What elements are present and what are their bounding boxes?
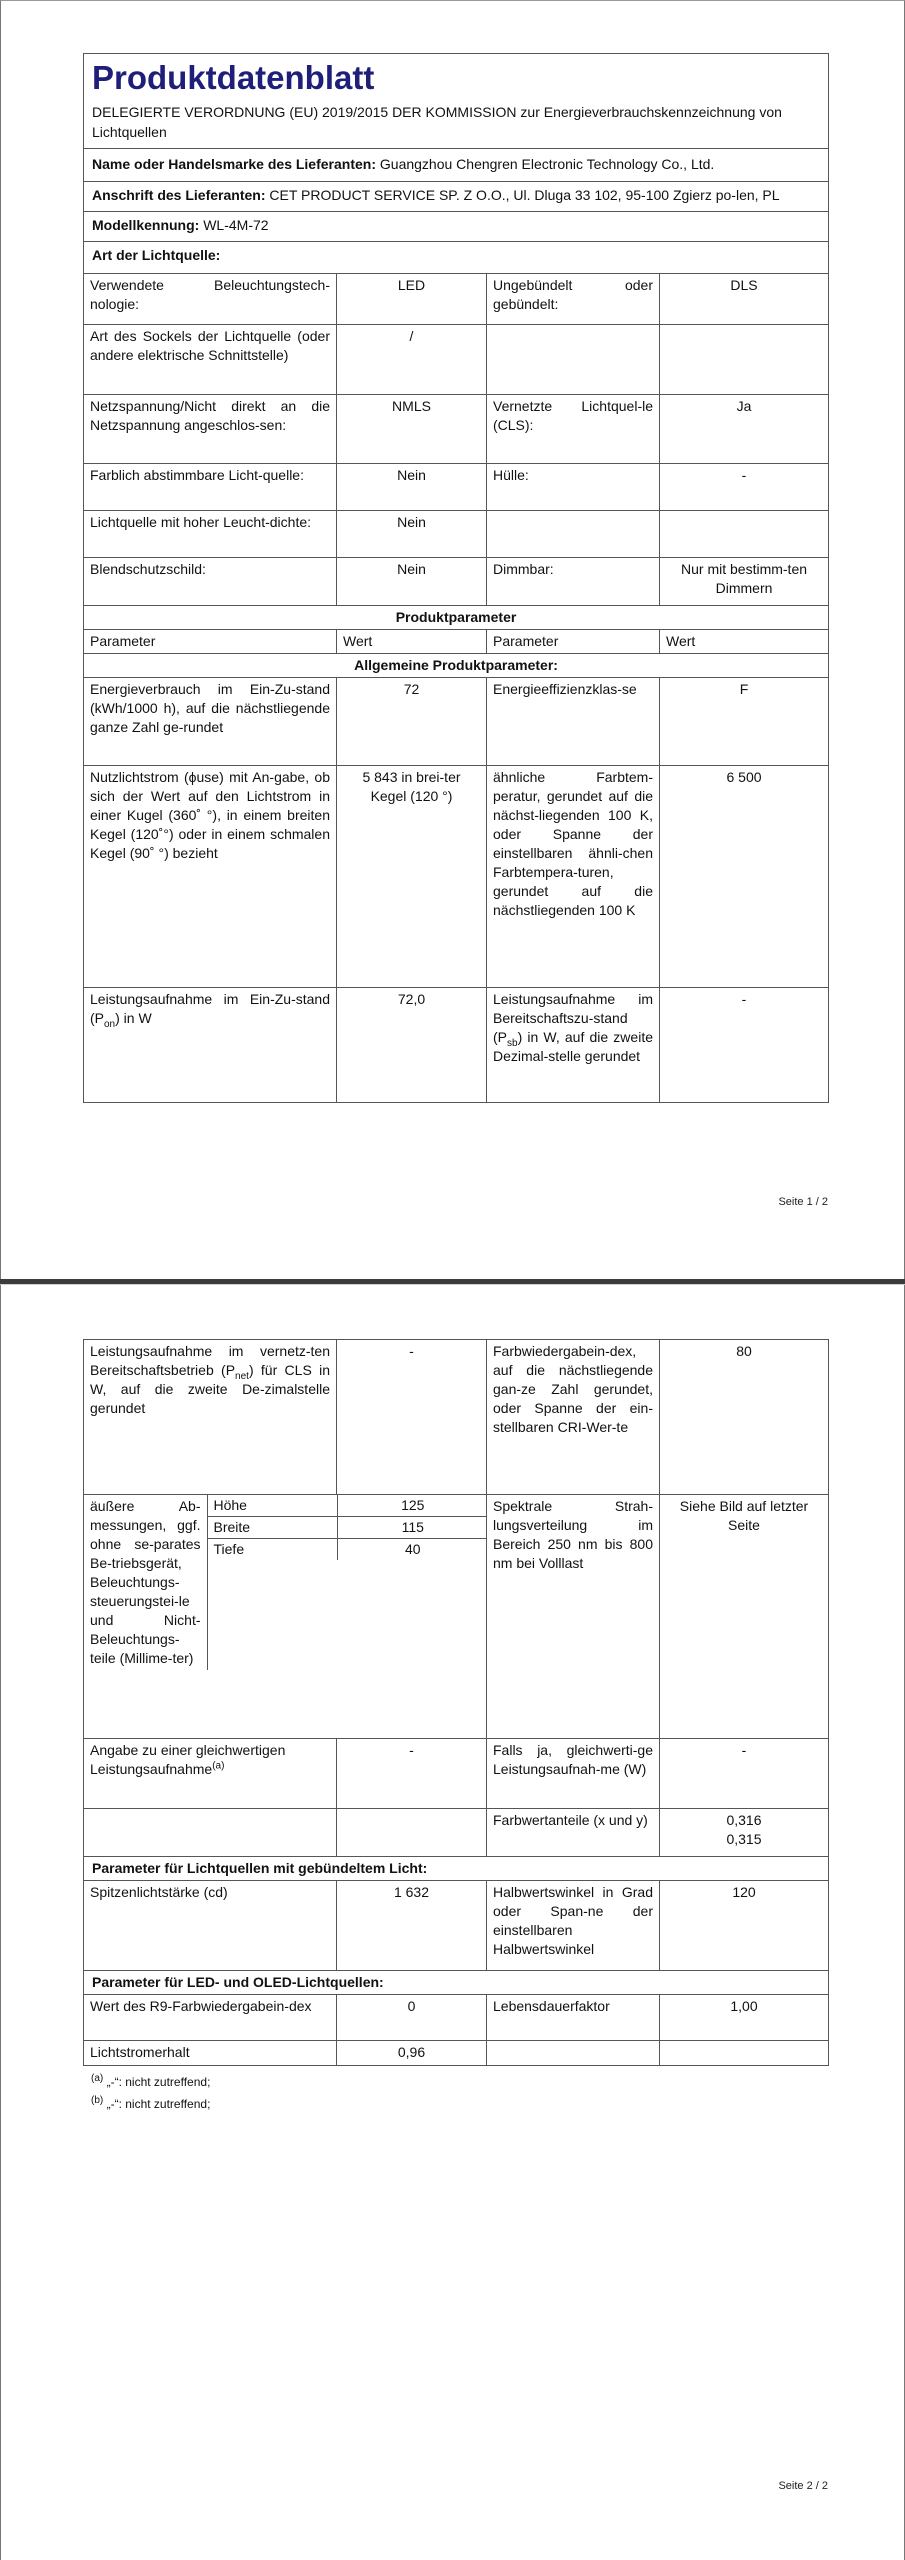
- page-number-2: Seite 2 / 2: [778, 2480, 828, 2492]
- page-2: [0, 1285, 905, 2560]
- beam-angle-value: 120: [660, 1881, 829, 1971]
- standby-power-label-b: ) in W, auf die zweite Dezimal-stelle gerundet: [493, 1029, 653, 1064]
- page-number-1: Seite 1 / 2: [778, 1196, 828, 1208]
- luminance-label: Lichtquelle mit hoher Leucht-dichte:: [84, 511, 337, 558]
- led-parameters-heading: Parameter für LED- und OLED-Lichtquellen:: [84, 1971, 829, 1995]
- general-parameters-heading-row: [84, 654, 829, 678]
- networked-standby-row: [84, 1340, 829, 1495]
- general-parameters-heading: Allgemeine Produktparameter:: [84, 654, 829, 678]
- page-title: Produktdatenblatt: [92, 59, 375, 96]
- dimension-height-value: 125: [338, 1495, 487, 1517]
- technology-value: LED: [337, 274, 487, 325]
- equivalent-power-if-yes-value: -: [660, 1739, 829, 1809]
- supplier-address-label: Anschrift des Lieferanten:: [92, 187, 266, 203]
- on-mode-power-label-a: Leistungsaufnahme im Ein-Zu-stand (P: [90, 991, 330, 1026]
- power-row: [84, 988, 829, 1103]
- product-parameters-heading: Produktparameter: [84, 606, 829, 630]
- beam-angle-label: Halbwertswinkel in Grad oder Span-ne der einstellbaren Halbwertswinkel: [487, 1881, 660, 1971]
- footnote-a-mark: (a): [91, 2073, 104, 2084]
- product-parameters-heading-row: [84, 606, 829, 630]
- dimension-depth-value: 40: [404, 1541, 421, 1557]
- luminance-empty-label: [487, 511, 660, 558]
- model-value: WL-4M-72: [203, 217, 269, 233]
- supplier-name-value: Guangzhou Chengren Electronic Technology Co., Ltd.: [379, 156, 715, 172]
- lightsource-row-mains: [84, 395, 829, 464]
- standby-power-label-sub: sb: [507, 1037, 518, 1049]
- cap-empty-label: [487, 325, 660, 395]
- efficiency-class-value: F: [660, 678, 829, 766]
- lumen-maintenance-empty-2: [660, 2041, 829, 2066]
- column-header-row: [84, 630, 829, 654]
- chromaticity-x: 0,316: [726, 1812, 762, 1828]
- dimensions-label: äußere Ab-messungen, ggf. ohne se-parates Be-triebsgerät, Beleuchtungs-steuerungstei-le und Nicht-Beleuchtungs-teile (Millime-ter): [84, 1495, 207, 1670]
- on-mode-power-label-sub: on: [104, 1018, 116, 1030]
- chromaticity-label: Farbwertanteile (x und y): [487, 1809, 660, 1857]
- dimension-height-row: [208, 1495, 487, 1517]
- equivalent-power-footnote-mark: (a): [212, 1760, 225, 1772]
- tunable-label: Farblich abstimmbare Licht-quelle:: [84, 464, 337, 511]
- dimensions-subtable: [208, 1495, 487, 1560]
- equivalent-power-if-yes-label: Falls ja, gleichwerti-ge Leistungsaufnah-me (W): [487, 1739, 660, 1809]
- chromaticity-empty-1: [84, 1809, 337, 1857]
- dimension-depth-label: Tiefe: [208, 1539, 338, 1561]
- antiglare-value: Nein: [337, 558, 487, 606]
- led-heading-row: [84, 1971, 829, 1995]
- peak-intensity-label: Spitzenlichtstärke (cd): [84, 1881, 337, 1971]
- dimension-depth-row: [208, 1539, 487, 1561]
- lightsource-row-tunable: [84, 464, 829, 511]
- survival-factor-value: 1,00: [660, 1995, 829, 2041]
- on-mode-power-value: 72,0: [337, 988, 487, 1103]
- cap-value: /: [337, 325, 487, 395]
- cri-label: Farbwiedergabein-dex, auf die nächstliegende gan-ze Zahl gerundet, oder Spanne der ein-stellbaren CRI-Wer-te: [487, 1340, 660, 1495]
- networked-standby-value: -: [337, 1340, 487, 1495]
- dimension-width-label: Breite: [208, 1517, 338, 1539]
- peak-intensity-row: [84, 1881, 829, 1971]
- survival-factor-label: Lebensdauerfaktor: [487, 1995, 660, 2041]
- lightsource-row-cap: [84, 325, 829, 395]
- col-header-value: Wert: [337, 630, 487, 654]
- dimensions-values: [207, 1495, 487, 1670]
- product-datasheet-table-2: [83, 1339, 829, 2066]
- regulation-subtitle: DELEGIERTE VERORDNUNG (EU) 2019/2015 DER KOMMISSION zur Energieverbrauchskennzeichnung von Lichtquellen: [92, 104, 782, 140]
- model-row: [84, 212, 829, 242]
- footnote-b-text: „-“: nicht zutreffend;: [106, 2097, 211, 2111]
- supplier-name-label: Name oder Handelsmarke des Lieferanten:: [92, 156, 376, 172]
- lightsource-row-luminance: [84, 511, 829, 558]
- equivalent-power-label: [84, 1739, 337, 1809]
- supplier-address-value: CET PRODUCT SERVICE SP. Z O.O., Ul. Dluga 33 102, 95-100 Zgierz po-len, PL: [269, 187, 780, 203]
- directional-value: [660, 274, 829, 325]
- dimensions-row: [84, 1495, 829, 1739]
- supplier-address-row: [84, 182, 829, 212]
- cls-label: Vernetzte Lichtquel-le (CLS):: [487, 395, 660, 464]
- standby-power-label-a: Leistungsaufnahme im Bereitschaftszu-stand (P: [493, 991, 653, 1045]
- lumen-maintenance-value: 0,96: [337, 2041, 487, 2066]
- col-header-parameter-2: Parameter: [487, 630, 660, 654]
- technology-label: Verwendete Beleuchtungstech-nologie:: [84, 274, 337, 325]
- model-label: Modellkennung:: [92, 217, 200, 233]
- cri-value: 80: [660, 1340, 829, 1495]
- lumen-maintenance-row: [84, 2041, 829, 2066]
- col-header-value-2: Wert: [660, 630, 829, 654]
- cct-value: 6 500: [660, 766, 829, 988]
- cap-empty-value: [660, 325, 829, 395]
- directional-heading-row: [84, 1857, 829, 1881]
- spectral-distribution-label: Spektrale Strah-lungsverteilung im Bereich 250 nm bis 800 nm bei Volllast: [487, 1495, 660, 1739]
- dimensions-layout: [84, 1495, 487, 1670]
- title-row: [84, 54, 829, 149]
- peak-intensity-value: 1 632: [337, 1881, 487, 1971]
- networked-standby-label: [84, 1340, 337, 1495]
- r9-value: 0: [337, 1995, 487, 2041]
- cls-value: Ja: [660, 395, 829, 464]
- mains-label: Netzspannung/Nicht direkt an die Netzspannung angeschlos-sen:: [84, 395, 337, 464]
- energy-row: [84, 678, 829, 766]
- envelope-value: -: [660, 464, 829, 511]
- directional-parameters-heading: Parameter für Lichtquellen mit gebündeltem Licht:: [84, 1857, 829, 1881]
- r9-label: Wert des R9-Farbwiedergabein-dex: [84, 1995, 337, 2041]
- dimension-width-value: 115: [338, 1517, 487, 1539]
- equivalent-power-value: -: [337, 1739, 487, 1809]
- standby-power-value: -: [660, 988, 829, 1103]
- footnote-b: [91, 2096, 210, 2113]
- lumen-maintenance-empty-1: [487, 2041, 660, 2066]
- directional-value-text: DLS: [730, 277, 758, 293]
- dimensions-cell: [84, 1495, 487, 1739]
- footnote-a: [91, 2074, 210, 2091]
- dimmable-label: Dimmbar:: [487, 558, 660, 606]
- lumen-maintenance-label: Lichtstromerhalt: [84, 2041, 337, 2066]
- energy-consumption-value: 72: [337, 678, 487, 766]
- efficiency-class-label: Energieeffizienzklas-se: [487, 678, 660, 766]
- chromaticity-value: [660, 1809, 829, 1857]
- luminance-empty-value: [660, 511, 829, 558]
- lightsource-row-antiglare: [84, 558, 829, 606]
- equivalent-power-row: [84, 1739, 829, 1809]
- equivalent-power-label-text: Angabe zu einer gleichwertigen Leistungsaufnahme: [90, 1742, 286, 1777]
- flux-row: [84, 766, 829, 988]
- directional-label: Ungebündelt oder gebündelt:: [487, 274, 660, 325]
- lightsource-row-technology: [84, 274, 829, 325]
- chromaticity-empty-2: [337, 1809, 487, 1857]
- useful-flux-value: 5 843 in brei-ter Kegel (120 °): [337, 766, 487, 988]
- lightsource-type-row: [84, 242, 829, 274]
- mains-value: NMLS: [337, 395, 487, 464]
- product-datasheet-table-1: [83, 53, 829, 1103]
- networked-standby-label-a: Leistungsaufnahme im vernetz-ten Bereitschaftsbetrieb (P: [90, 1343, 330, 1378]
- chromaticity-row: [84, 1809, 829, 1857]
- useful-flux-label: Nutzlichtstrom (ϕuse) mit An-gabe, ob sich der Wert auf den Lichtstrom in einer Kugel (360˚ °), in einem breiten Kegel (120˚°) oder in einem schmalen Kegel (90˚ °) bezieht: [84, 766, 337, 988]
- tunable-value: Nein: [337, 464, 487, 511]
- cap-label: Art des Sockels der Lichtquelle (oder andere elektrische Schnittstelle): [84, 325, 337, 395]
- spectral-distribution-value: Siehe Bild auf letzter Seite: [660, 1495, 829, 1739]
- supplier-name-row: [84, 149, 829, 182]
- envelope-label: Hülle:: [487, 464, 660, 511]
- energy-consumption-label: Energieverbrauch im Ein-Zu-stand (kWh/1000 h), auf die nächstliegende ganze Zahl ge-rundet: [84, 678, 337, 766]
- r9-row: [84, 1995, 829, 2041]
- dimension-width-row: [208, 1517, 487, 1539]
- chromaticity-y: 0,315: [726, 1831, 762, 1847]
- networked-standby-label-sub: net: [235, 1370, 249, 1382]
- footnote-b-mark: (b): [91, 2095, 104, 2106]
- footnote-a-text: „-“: nicht zutreffend;: [106, 2075, 211, 2089]
- on-mode-power-label-b: ) in W: [115, 1010, 152, 1026]
- lightsource-type-label: Art der Lichtquelle:: [92, 247, 221, 263]
- luminance-value: Nein: [337, 511, 487, 558]
- cct-label: ähnliche Farbtem-peratur, gerundet auf die nächst-liegenden 100 K, oder Spanne der einstellbaren ähnli-chen Farbtempera-turen, gerundet auf die nächstliegenden 100 K: [487, 766, 660, 988]
- on-mode-power-label: [84, 988, 337, 1103]
- dimmable-value: Nur mit bestimm-ten Dimmern: [660, 558, 829, 606]
- antiglare-label: Blendschutzschild:: [84, 558, 337, 606]
- networked-standby-label-b: ) für CLS in W, auf die zweite De-zimalstelle gerundet: [90, 1362, 330, 1416]
- dimension-height-label: Höhe: [208, 1495, 338, 1517]
- col-header-parameter: Parameter: [84, 630, 337, 654]
- standby-power-label: [487, 988, 660, 1103]
